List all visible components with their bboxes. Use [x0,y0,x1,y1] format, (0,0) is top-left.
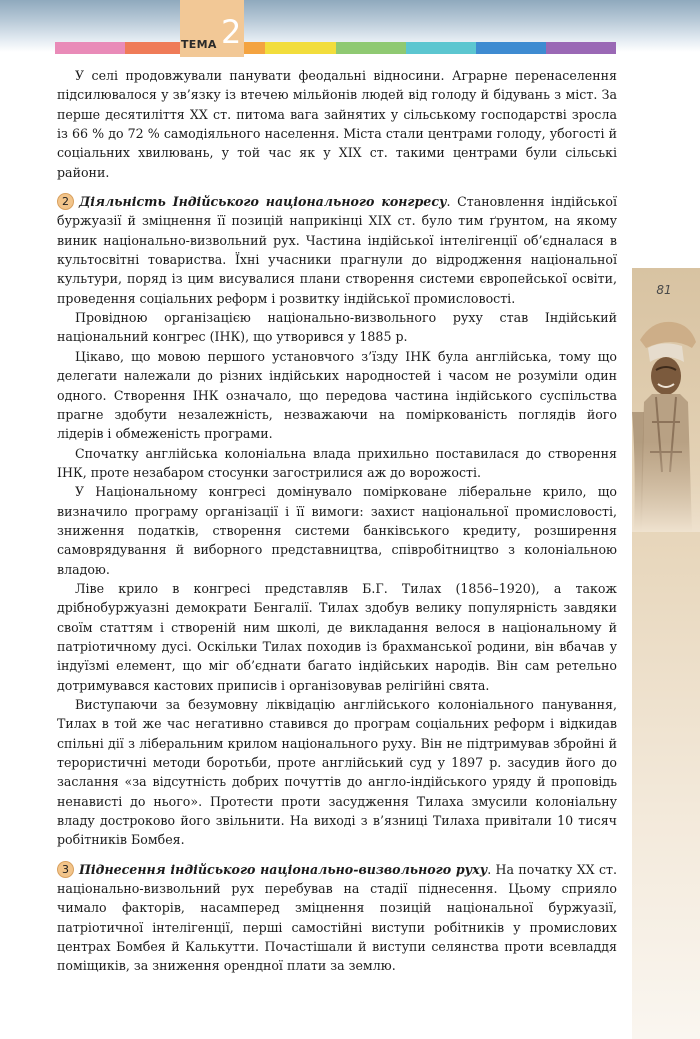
section-3-paragraph [57,860,617,976]
stripe-pink [55,42,125,54]
paragraph-colonial-attitude: Спочатку англійська колоніальна влада прихильно поставилася до створення ІНК, проте незабаром стосунки загострилися аж до ворожості. [57,445,617,480]
section-2-paragraph [57,192,617,308]
paragraph-ink-language: Цікаво, що мовою першого установчого з’їзду ІНК була англійська, тому що делегати належали до різних індійських народностей і часом не розуміли один одного. Створення ІНК означало, що передова частина індійського суспільства прагне здобути незалежність, незважаючи на поміркованість поглядів його лідерів і обмеженість програми. [57,348,617,442]
color-stripes [55,42,616,54]
section-3-text: . На початку ХХ ст. національно-визвольний рух перебував на стадії піднесення. Цьому сприяло чимало факторів, насамперед зміцнення позицій національної буржуазії, патріотичної інтелігенції, перші самостійні виступи робітників у промислових центрах Бомбея й Калькутти. Почастішали й виступи селянства проти всевладдя поміщиків, за зниження орендної плати за землю. [57,861,617,974]
portrait-photo [632,302,700,532]
paragraph-left-wing: Ліве крило в конгресі представляв Б.Г. Тилах (1856–1920), а також дрібнобуржуазні демократи Бенгалії. Тилах здобув велику популярність завдяки своїм статтям і створеній ним школі, де викладання велося в національному й патріотичному дусі. Оскільки Тилах походив із брахманської родини, він вбачав у індуїзмі елемент, що міг об’єднати багато індійських народів. Він сам ретельно дотримувався кастових приписів і організовував релігійні свята. [57,580,617,693]
theme-number: 2 [221,13,242,51]
section-2-heading: Діяльність Індійського національного конгресу [79,194,447,210]
paragraph-tilak: Виступаючи за безумовну ліквідацію англійського колоніального панування, Тилах в той же час негативно ставився до програм соціальних реформ і відкидав спільні дії з ліберальним крилом національного руху. Він не підтримував збройні й терористичні методи боротьби, проте англійський суд у 1897 р. засудив його до заслання «за відсутність добрих почуттів до англо-індійського уряду й проповідь ненависті до нього». Протести проти засудження Тилаха змусили колоніальну владу достроково його звільнити. На виході з в’язниці Тилаха привітали 10 тисяч робітників Бомбея. [57,697,617,848]
theme-tab [180,0,244,57]
theme-label: ТЕМА [181,38,217,51]
stripe-cyan [406,42,476,54]
stripe-purple [546,42,616,54]
stripe-green [336,42,406,54]
section-3-heading: Піднесення індійського національно-визвольного руху [79,861,488,877]
section-3-badge: 3 [57,861,74,878]
paragraph-ink-founding: Провідною організацією національно-визвольного руху став Індійський національний конгрес (ІНК), що утворився у 1885 р. [57,310,617,345]
stripe-blue [476,42,546,54]
page-number: 81 [656,283,672,297]
stripe-yellow [265,42,335,54]
paragraph-village: У селі продовжували панувати феодальні відносини. Аграрне перенаселення підсилювалося у зв’язку із втечею мільйонів людей від голоду й бідувань з міст. За перше десятиліття ХХ ст. питома вага зайнятих у сільському господарстві зросла із 66 % до 72 % самодіяльного населення. Міста стали центрами голоду, убогості й соціальних хвилювань, у той час як у ХІХ ст. такими центрами були сільські райони. [57,68,617,180]
paragraph-liberal-wing: У Національному конгресі домінувало помірковане ліберальне крило, що визначило програму організації і її вимоги: захист національної промисловості, зниження податків, створення системи банківського кредиту, розширення самоврядування й виборного представництва, співробітництво з колоніальною владою. [57,484,617,577]
page-body [57,66,617,976]
section-2-badge: 2 [57,193,74,210]
section-2-text: . Становлення індійської буржуазії й зміцнення її позицій наприкінці ХІХ ст. було тим ґрунтом, на якому виник національно-визвольний рух. Частина індійської інтелігенції об’єдналася в культосвітні товариства. Їхні учасники прагнули до відродження національної культури, поряд із цим висувалися плани створення системи європейської освіти, проведення соціальних реформ і розвитку індійської промисловості. [57,194,617,306]
